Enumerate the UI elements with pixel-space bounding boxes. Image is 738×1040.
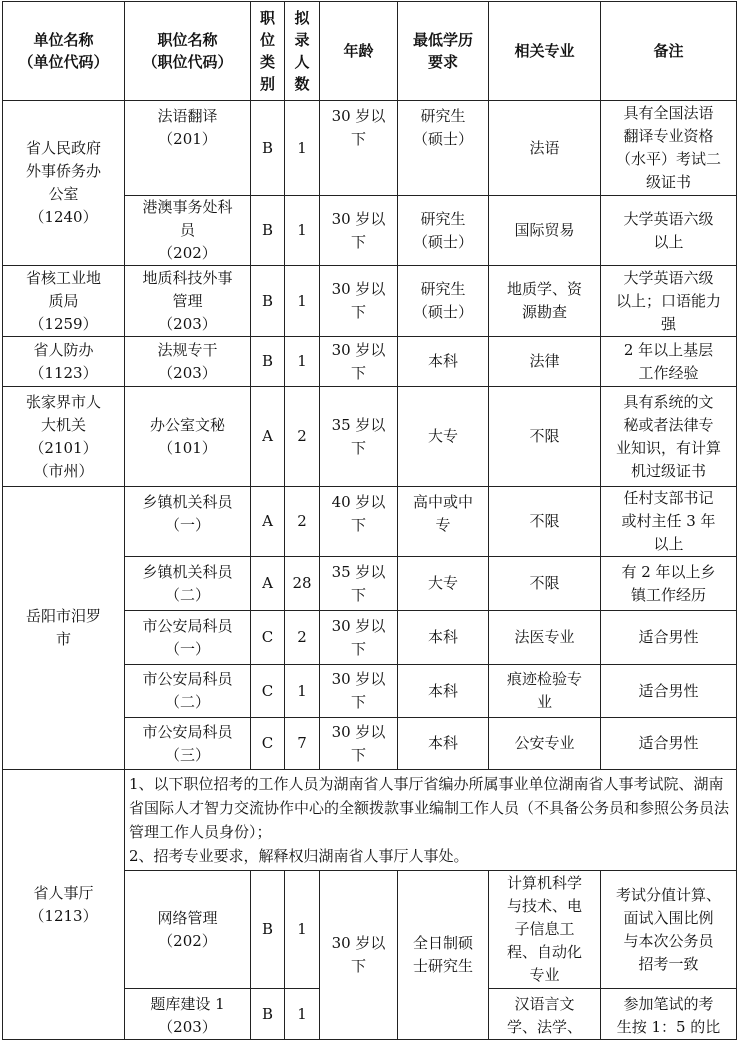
header-position: 职位名称 （职位代码） [125, 2, 251, 101]
category-cell: B [251, 989, 285, 1040]
position-cell: 法语翻译 （201） [125, 101, 251, 196]
count-cell: 2 [285, 387, 320, 487]
age-cell: 30 岁以 下 [320, 101, 398, 196]
education-cell: 大专 [398, 387, 489, 487]
major-cell: 国际贸易 [489, 196, 601, 266]
age-cell: 30 岁以 下 [320, 718, 398, 770]
count-cell: 7 [285, 718, 320, 770]
age-cell: 35 岁以 下 [320, 557, 398, 611]
header-category: 职 位 类 别 [251, 2, 285, 101]
remarks-cell: 有 2 年以上乡 镇工作经历 [601, 557, 737, 611]
header-remarks: 备注 [601, 2, 737, 101]
table-row [3, 101, 737, 196]
unit-cell: 省核工业地 质局 （1259） [3, 266, 125, 337]
remarks-cell: 具有全国法语 翻译专业资格 （水平）考试二 级证书 [601, 101, 737, 196]
position-cell: 地质科技外事 管理 （203） [125, 266, 251, 337]
major-cell: 计算机科学 与技术、电 子信息工 程、自动化 专业 [489, 871, 601, 989]
remarks-cell: 适合男性 [601, 611, 737, 665]
count-cell: 2 [285, 487, 320, 557]
header-row [3, 2, 737, 101]
education-cell: 本科 [398, 665, 489, 718]
remarks-cell: 具有系统的文 秘或者法律专 业知识，有计算 机过级证书 [601, 387, 737, 487]
major-cell: 不限 [489, 387, 601, 487]
unit-cell: 岳阳市汨罗 市 [3, 487, 125, 770]
count-cell: 1 [285, 266, 320, 337]
unit-cell: 张家界市人 大机关 （2101） （市州） [3, 387, 125, 487]
notice-row [3, 770, 737, 871]
remarks-cell: 2 年以上基层 工作经验 [601, 337, 737, 387]
age-cell: 35 岁以 下 [320, 387, 398, 487]
major-cell: 法医专业 [489, 611, 601, 665]
age-cell: 30 岁以 下 [320, 266, 398, 337]
category-cell: C [251, 665, 285, 718]
notice-line: 2、招考专业要求，解释权归湖南省人事厅人事处。 [129, 847, 469, 865]
remarks-cell: 大学英语六级 以上；口语能力 强 [601, 266, 737, 337]
category-cell: A [251, 487, 285, 557]
category-cell: B [251, 266, 285, 337]
education-cell: 高中或中 专 [398, 487, 489, 557]
table-row [3, 266, 737, 337]
major-cell: 痕迹检验专 业 [489, 665, 601, 718]
remarks-cell: 适合男性 [601, 718, 737, 770]
notice-cell [125, 770, 737, 871]
category-cell: B [251, 871, 285, 989]
remarks-cell: 参加笔试的考 生按 1：5 的比 [601, 989, 737, 1040]
major-cell: 法语 [489, 101, 601, 196]
education-cell: 研究生 （硕士） [398, 101, 489, 196]
unit-cell: 省人事厅 （1213） [3, 770, 125, 1040]
table-row [3, 487, 737, 557]
category-cell: C [251, 718, 285, 770]
position-cell: 市公安局科员 （二） [125, 665, 251, 718]
count-cell: 1 [285, 665, 320, 718]
education-cell: 研究生 （硕士） [398, 266, 489, 337]
header-count: 拟 录 人 数 [285, 2, 320, 101]
unit-cell: 省人民政府 外事侨务办 公室 （1240） [3, 101, 125, 266]
count-cell: 1 [285, 101, 320, 196]
education-cell: 研究生 （硕士） [398, 196, 489, 266]
recruitment-table [2, 1, 737, 1040]
age-cell: 30 岁以 下 [320, 871, 398, 1040]
age-cell: 30 岁以 下 [320, 665, 398, 718]
age-cell: 40 岁以 下 [320, 487, 398, 557]
count-cell: 1 [285, 871, 320, 989]
education-cell: 本科 [398, 611, 489, 665]
major-cell: 不限 [489, 487, 601, 557]
education-cell: 本科 [398, 337, 489, 387]
education-cell: 大专 [398, 557, 489, 611]
position-cell: 网络管理 （202） [125, 871, 251, 989]
position-cell: 办公室文秘 （101） [125, 387, 251, 487]
remarks-cell: 任村支部书记 或村主任 3 年 以上 [601, 487, 737, 557]
position-cell: 法规专干 （203） [125, 337, 251, 387]
position-cell: 港澳事务处科 员 （202） [125, 196, 251, 266]
major-cell: 汉语言文 学、法学、 [489, 989, 601, 1040]
position-cell: 题库建设 1 （203） [125, 989, 251, 1040]
unit-cell: 省人防办 （1123） [3, 337, 125, 387]
position-cell: 市公安局科员 （一） [125, 611, 251, 665]
count-cell: 1 [285, 196, 320, 266]
table-row [3, 387, 737, 487]
major-cell: 法律 [489, 337, 601, 387]
major-cell: 不限 [489, 557, 601, 611]
position-cell: 乡镇机关科员 （二） [125, 557, 251, 611]
count-cell: 1 [285, 337, 320, 387]
age-cell: 30 岁以 下 [320, 611, 398, 665]
category-cell: B [251, 196, 285, 266]
remarks-cell: 适合男性 [601, 665, 737, 718]
position-cell: 市公安局科员 （三） [125, 718, 251, 770]
major-cell: 地质学、资 源勘查 [489, 266, 601, 337]
header-education: 最低学历 要求 [398, 2, 489, 101]
age-cell: 30 岁以 下 [320, 196, 398, 266]
category-cell: A [251, 387, 285, 487]
category-cell: B [251, 337, 285, 387]
count-cell: 28 [285, 557, 320, 611]
remarks-cell: 考试分值计算、 面试入围比例 与本次公务员 招考一致 [601, 871, 737, 989]
major-cell: 公安专业 [489, 718, 601, 770]
category-cell: A [251, 557, 285, 611]
category-cell: B [251, 101, 285, 196]
education-cell: 全日制硕 士研究生 [398, 871, 489, 1040]
notice-line: 1、以下职位招考的工作人员为湖南省人事厅省编办所属事业单位湖南省人事考试院、湖南省国际人才智力交流协作中心的全额拨款事业编制工作人员（不具备公务员和参照公务员法管理工作人员身份）； [129, 775, 730, 841]
category-cell: C [251, 611, 285, 665]
header-age: 年龄 [320, 2, 398, 101]
count-cell: 1 [285, 989, 320, 1040]
remarks-cell: 大学英语六级 以上 [601, 196, 737, 266]
education-cell: 本科 [398, 718, 489, 770]
header-major: 相关专业 [489, 2, 601, 101]
header-unit: 单位名称 （单位代码） [3, 2, 125, 101]
count-cell: 2 [285, 611, 320, 665]
table-row [3, 337, 737, 387]
position-cell: 乡镇机关科员 （一） [125, 487, 251, 557]
age-cell: 30 岁以 下 [320, 337, 398, 387]
